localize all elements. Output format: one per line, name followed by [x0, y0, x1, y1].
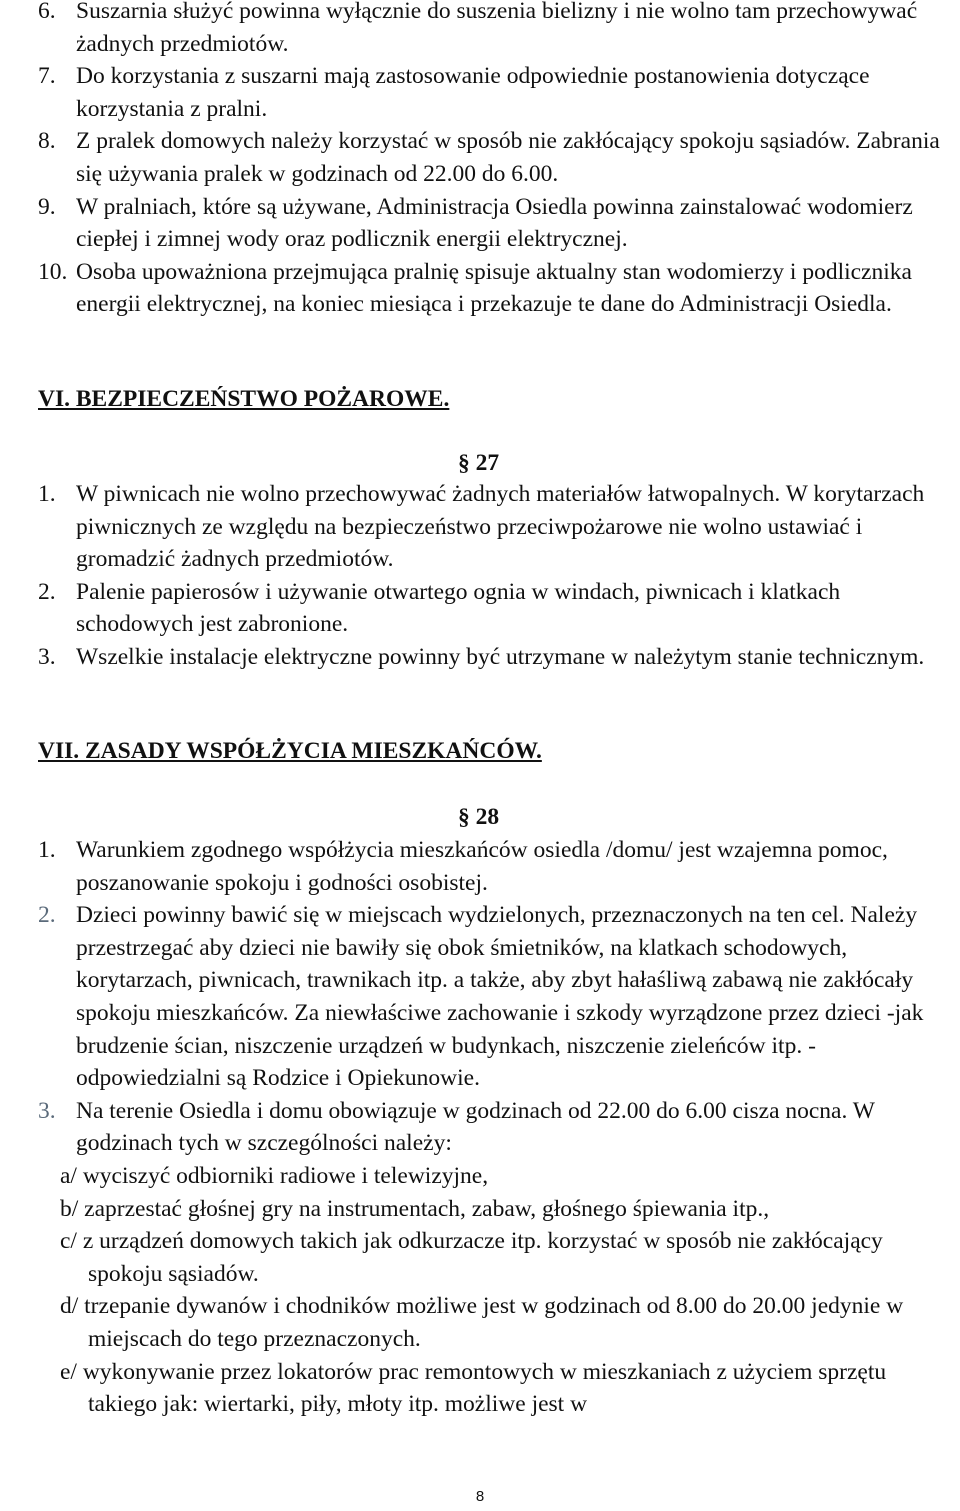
item-text: Palenie papierosów i używanie otwartego ognia w windach, piwnicach i klatkach schodowych jest zabronione. — [76, 578, 841, 638]
item-number: 10. — [38, 258, 68, 285]
item-number: 8. — [38, 128, 56, 155]
item-text: Osoba upoważniona przejmująca pralnię spisuje aktualny stan wodomierzy i podlicznika energii elektrycznej, na koniec miesiąca i przekazuje te dane do Administracji Osiedla. — [76, 258, 912, 318]
item-text: Suszarnia służyć powinna wyłącznie do suszenia bielizny i nie wolno tam przechowywać żadnych przedmiotów. — [76, 0, 918, 57]
list-item — [0, 256, 960, 321]
list-item — [0, 60, 960, 125]
item-text: W piwnicach nie wolno przechowywać żadnych materiałów łatwopalnych. W korytarzach piwnicznych ze względu na bezpieczeństwo przeciwpożarowe nie wolno ustawiać i gromadzić żadnych przedmiotów. — [76, 481, 925, 573]
item-text: W pralniach, które są używane, Administracja Osiedla powinna zainstalować wodomierz ciepłej i zimnej wody oraz podlicznik energii elektrycznej. — [76, 193, 913, 253]
list-item — [0, 834, 960, 899]
list-item — [0, 478, 960, 576]
item-number: 1. — [38, 481, 56, 507]
item-text: Do korzystania z suszarni mają zastosowanie odpowiednie postanowienia dotyczące korzystania z pralni. — [76, 63, 870, 122]
section-7-list — [0, 834, 960, 1421]
item-number: 7. — [38, 63, 56, 90]
item-text: Warunkiem zgodnego współżycia mieszkańców osiedla /domu/ jest wzajemna pomoc, poszanowanie spokoju i godności osobistej. — [76, 837, 888, 896]
list-item — [0, 125, 960, 190]
item-number: 6. — [38, 0, 56, 24]
sub-list-item: c/ z urządzeń domowych takich jak odkurzacze itp. korzystać w sposób nie zakłócający spokoju sąsiadów. — [60, 1228, 883, 1287]
page-number: 8 — [475, 1488, 485, 1505]
item-number: 3. — [38, 643, 56, 670]
sub-list-item: a/ wyciszyć odbiorniki radiowe i telewizyjne, — [60, 1162, 489, 1189]
item-number: 3. — [38, 1097, 56, 1124]
paragraph-mark: § 28 — [458, 804, 500, 830]
item-number: 2. — [38, 578, 56, 605]
section-heading: VI. BEZPIECZEŃSTWO POŻAROWE. — [38, 386, 450, 412]
list-item — [0, 899, 960, 1095]
list-item — [0, 576, 960, 641]
sub-list-item: b/ zaprzestać głośnej gry na instrumentach, zabaw, głośnego śpiewania itp., — [60, 1195, 770, 1222]
list-item — [0, 641, 960, 674]
item-number: 2. — [38, 902, 56, 929]
item-text: Z pralek domowych należy korzystać w sposób nie zakłócający spokoju sąsiadów. Zabrania się używania pralek w godzinach od 22.00 do 6.00. — [76, 128, 940, 187]
item-text: Wszelkie instalacje elektryczne powinny być utrzymane w należytym stanie technicznym. — [76, 643, 925, 670]
item-text: Na terenie Osiedla i domu obowiązuje w godzinach od 22.00 do 6.00 cisza nocna. W godzinach tych w szczególności należy: — [76, 1097, 875, 1157]
list-item — [0, 0, 960, 60]
item-text: Dzieci powinny bawić się w miejscach wydzielonych, przeznaczonych na ten cel. Należy przestrzegać aby dzieci nie bawiły się obok śmietników, na klatkach schodowych, korytarzach, piwnicach, trawnikach itp. a także, aby zbyt hałaśliwą zabawą nie zakłócały spokoju mieszkańców. Za niewłaściwe zachowanie i szkody wyrządzone przez dzieci -jak brudzenie ścian, niszczenie urządzeń w budynkach, niszczenie zieleńców itp. - odpowiedzialni są Rodzice i Opiekunowie. — [76, 902, 924, 1092]
top-list — [0, 0, 960, 321]
sub-list-item: d/ trzepanie dywanów i chodników możliwe jest w godzinach od 8.00 do 20.00 jedynie w miejscach do tego przeznaczonych. — [60, 1293, 904, 1352]
paragraph-mark: § 27 — [458, 450, 500, 476]
list-item — [0, 191, 960, 256]
section-heading: VII. ZASADY WSPÓŁŻYCIA MIESZKAŃCÓW. — [38, 738, 542, 764]
item-number: 1. — [38, 837, 56, 863]
list-item — [0, 1095, 960, 1160]
item-number: 9. — [38, 193, 56, 220]
sub-list-item: e/ wykonywanie przez lokatorów prac remontowych w mieszkaniach z użyciem sprzętu takiego jak: wiertarki, piły, młoty itp. możliwe jest w — [60, 1358, 887, 1418]
section-6-list — [0, 478, 960, 674]
